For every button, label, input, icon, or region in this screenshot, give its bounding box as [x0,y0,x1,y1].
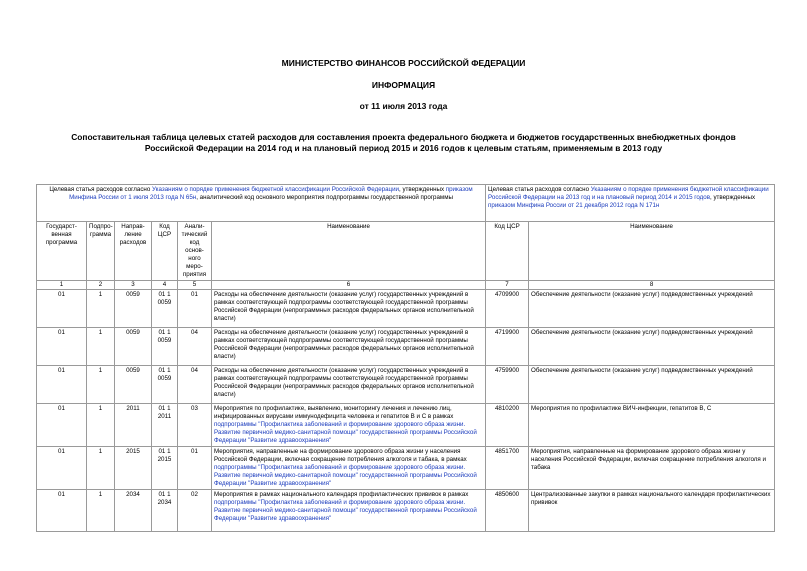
column-header: Наименование [212,222,486,281]
order-171n-link[interactable]: приказом Минфина России от 21 декабря 2012 года N 171н [488,202,660,209]
subprogram-cell: 1 [87,366,115,404]
expense-direction-cell: 2011 [115,404,152,447]
name-text: Расходы на обеспечение деятельности (оказание услуг) государственных учреждений в рамках соответствующей подпрограммы соответствующей государственной программы Российской Федерации (непрограммных расходов федеральных органов исполнительной власти) [214,367,474,398]
column-number: 5 [178,281,212,290]
analytic-code-cell: 01 [178,447,212,490]
analytic-code-cell: 03 [178,404,212,447]
instructions-2012-link[interactable]: Указаниям о порядке применения бюджетной классификации Российской Федерации на 2013 год и на плановый период 2014 и 2015 годов [488,186,769,201]
old-csr-code-cell: 4759900 [486,366,529,404]
column-header: Код ЦСР [486,222,529,281]
old-csr-code-cell: 4709900 [486,290,529,328]
column-header: Код ЦСР [152,222,178,281]
column-number: 2 [87,281,115,290]
table-row [37,447,775,490]
analytic-code-cell: 02 [178,490,212,532]
subprogram-cell: 1 [87,447,115,490]
old-csr-code-cell: 4719900 [486,328,529,366]
table-row [37,290,775,328]
table-row [37,490,775,532]
name-text: Мероприятия в рамках национального календаря профилактических прививок в рамках [214,491,469,498]
table-row [37,366,775,404]
state-program-cell: 01 [37,447,87,490]
expense-direction-cell: 2015 [115,447,152,490]
column-header: Анали-тический код основ-ного меро-приятия [178,222,212,281]
subprogram-link[interactable]: подпрограммы "Профилактика заболеваний и формирование здорового образа жизни. Развитие первичной медико-санитарной помощи" государственной программы Российской Федерации "Развитие здравоохранения" [214,464,477,487]
old-name-cell: Централизованные закупки в рамках национального календаря профилактических прививок [529,490,775,532]
old-name-cell: Обеспечение деятельности (оказание услуг) подведомственных учреждений [529,290,775,328]
document-title-line1: Сопоставительная таблица целевых статей расходов для составления проекта федерального бюджета и бюджетов государственных внебюджетных фондов [71,132,736,142]
column-number: 7 [486,281,529,290]
column-number: 6 [212,281,486,290]
instructions-2013-link[interactable]: Указаниям о порядке применения бюджетной классификации Российской Федерации [152,186,399,193]
state-program-cell: 01 [37,290,87,328]
order-65n-link[interactable]: приказом Минфина России от 1 июля 2013 года N 65н [69,186,473,201]
state-program-cell: 01 [37,404,87,447]
column-header: Наименование [529,222,775,281]
csr-code-cell: 01 1 2011 [152,404,178,447]
column-number: 1 [37,281,87,290]
subprogram-cell: 1 [87,290,115,328]
old-csr-code-cell: 4810200 [486,404,529,447]
state-program-cell: 01 [37,328,87,366]
csr-code-cell: 01 1 0059 [152,290,178,328]
doc-date: от 11 июля 2013 года [359,101,448,111]
state-program-cell: 01 [37,366,87,404]
analytic-code-cell: 04 [178,328,212,366]
name-text: Мероприятия по профилактике, выявлению, мониторингу лечения и лечению лиц, инфицированных вирусами иммунодефицита человека и гепатитов В и С в рамках [214,405,454,420]
name-cell [212,404,486,447]
doc-type-heading: ИНФОРМАЦИЯ [371,80,436,90]
name-text: Расходы на обеспечение деятельности (оказание услуг) государственных учреждений в рамках соответствующей подпрограммы соответствующей государственной программы Российской Федерации (непрограммных расходов федеральных органов исполнительной власти) [214,291,474,322]
column-header: Подпро-грамма [87,222,115,281]
state-program-cell: 01 [37,490,87,532]
analytic-code-cell: 04 [178,366,212,404]
name-text: Мероприятия, направленные на формирование здорового образа жизни у населения Российской Федерации, включая сокращение потребления алкоголя и табака, в рамках [214,448,467,463]
name-cell [212,366,486,404]
table-row [37,328,775,366]
name-cell [212,447,486,490]
table-body [37,290,775,532]
name-cell [212,328,486,366]
analytic-code-cell: 01 [178,290,212,328]
old-name-cell: Мероприятия, направленные на формирование здорового образа жизни у населения Российской Федерации, включая сокращение потребления алкоголя и табака [529,447,775,490]
ministry-heading: МИНИСТЕРСТВО ФИНАНСОВ РОССИЙСКОЙ ФЕДЕРАЦИИ [281,58,526,68]
old-name-cell: Обеспечение деятельности (оказание услуг) подведомственных учреждений [529,366,775,404]
document-title-line2: Российской Федерации на 2014 год и на плановый период 2015 и 2016 годов к целевым статьям, применяемым в 2013 году [144,143,663,153]
subprogram-link[interactable]: подпрограммы "Профилактика заболеваний и формирование здорового образа жизни. Развитие первичной медико-санитарной помощи" государственной программы Российской Федерации "Развитие здравоохранения" [214,421,477,444]
expense-direction-cell: 0059 [115,366,152,404]
csr-code-cell: 01 1 2034 [152,490,178,532]
old-name-cell: Мероприятия по профилактике ВИЧ-инфекции, гепатитов В, С [529,404,775,447]
subprogram-cell: 1 [87,404,115,447]
expense-direction-cell: 2034 [115,490,152,532]
column-header: Направ-ление расходов [115,222,152,281]
column-number: 4 [152,281,178,290]
document-title [60,132,747,154]
comparison-table [36,184,775,532]
csr-code-cell: 01 1 2015 [152,447,178,490]
column-number: 8 [529,281,775,290]
name-cell [212,290,486,328]
right-group-header: Целевая статья расходов согласно Указаниям о порядке применения бюджетной классификации Российской Федерации на 2013 год и на плановый период 2014 и 2015 годов, утвержденных приказом Минфина России от 21 декабря 2012 года N 171н [486,185,775,222]
subprogram-cell: 1 [87,328,115,366]
subprogram-cell: 1 [87,490,115,532]
expense-direction-cell: 0059 [115,290,152,328]
group-header-row [37,185,775,222]
column-number: 3 [115,281,152,290]
column-header-row [37,222,775,281]
csr-code-cell: 01 1 0059 [152,328,178,366]
old-csr-code-cell: 4850600 [486,490,529,532]
expense-direction-cell: 0059 [115,328,152,366]
name-text: Расходы на обеспечение деятельности (оказание услуг) государственных учреждений в рамках соответствующей подпрограммы соответствующей государственной программы Российской Федерации (непрограммных расходов федеральных органов исполнительной власти) [214,329,474,360]
old-name-cell: Обеспечение деятельности (оказание услуг) подведомственных учреждений [529,328,775,366]
left-group-header: Целевая статья расходов согласно Указаниям о порядке применения бюджетной классификации Российской Федерации, утвержденных приказом Минфина России от 1 июля 2013 года N 65н, аналитический код основного мероприятия подпрограммы государственной программы [37,185,486,222]
name-cell [212,490,486,532]
column-number-row [37,281,775,290]
column-header: Государст-венная программа [37,222,87,281]
subprogram-link[interactable]: подпрограммы "Профилактика заболеваний и формирование здорового образа жизни. Развитие первичной медико-санитарной помощи" государственной программы Российской Федерации "Развитие здравоохранения" [214,499,477,522]
table-row [37,404,775,447]
old-csr-code-cell: 4851700 [486,447,529,490]
csr-code-cell: 01 1 0059 [152,366,178,404]
